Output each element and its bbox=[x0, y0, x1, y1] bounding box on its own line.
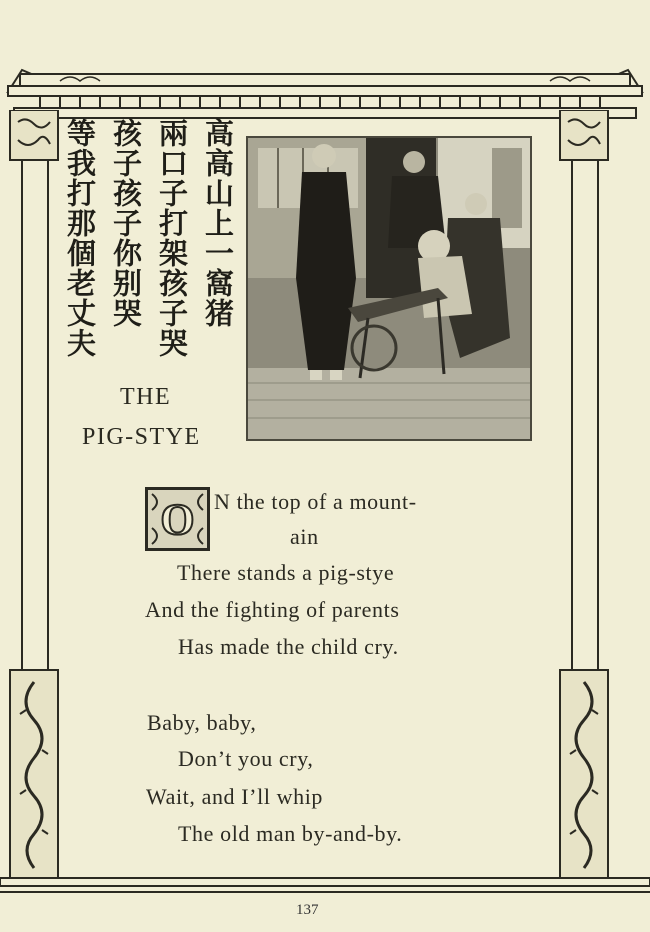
poem-line: Has made the child cry. bbox=[178, 634, 399, 659]
roof-ornament bbox=[0, 56, 650, 126]
chinese-column-1: 高高山上一窩猪 bbox=[201, 118, 235, 328]
chinese-column-3: 孩子孩子你别哭 bbox=[109, 118, 143, 328]
title-line-1: THE bbox=[120, 384, 172, 410]
right-pillar bbox=[556, 110, 618, 890]
chinese-column-2: 兩口子打架孩子哭 bbox=[155, 118, 189, 358]
poem-line: N the top of a mount- bbox=[214, 489, 417, 514]
photograph-illustration bbox=[248, 138, 530, 439]
poem-line: And the fighting of parents bbox=[145, 597, 400, 622]
drop-cap bbox=[145, 487, 210, 551]
poem-line: Don’t you cry, bbox=[178, 746, 314, 771]
drop-cap-letter: O bbox=[160, 495, 195, 544]
photograph bbox=[246, 136, 532, 441]
title-line-2: PIG-STYE bbox=[82, 424, 201, 450]
chinese-rhyme bbox=[60, 118, 240, 368]
poem-line: There stands a pig-stye bbox=[177, 560, 395, 585]
base-border bbox=[0, 876, 650, 898]
poem-line: ain bbox=[290, 524, 319, 549]
poem-line: Baby, baby, bbox=[147, 710, 257, 735]
chinese-column-4: 等我打那個老丈夫 bbox=[63, 118, 97, 358]
poem-line: Wait, and I’ll whip bbox=[146, 784, 324, 809]
drop-cap-ornament bbox=[148, 490, 207, 548]
poem-line: The old man by-and-by. bbox=[178, 821, 403, 846]
page-number: 137 bbox=[296, 902, 319, 918]
